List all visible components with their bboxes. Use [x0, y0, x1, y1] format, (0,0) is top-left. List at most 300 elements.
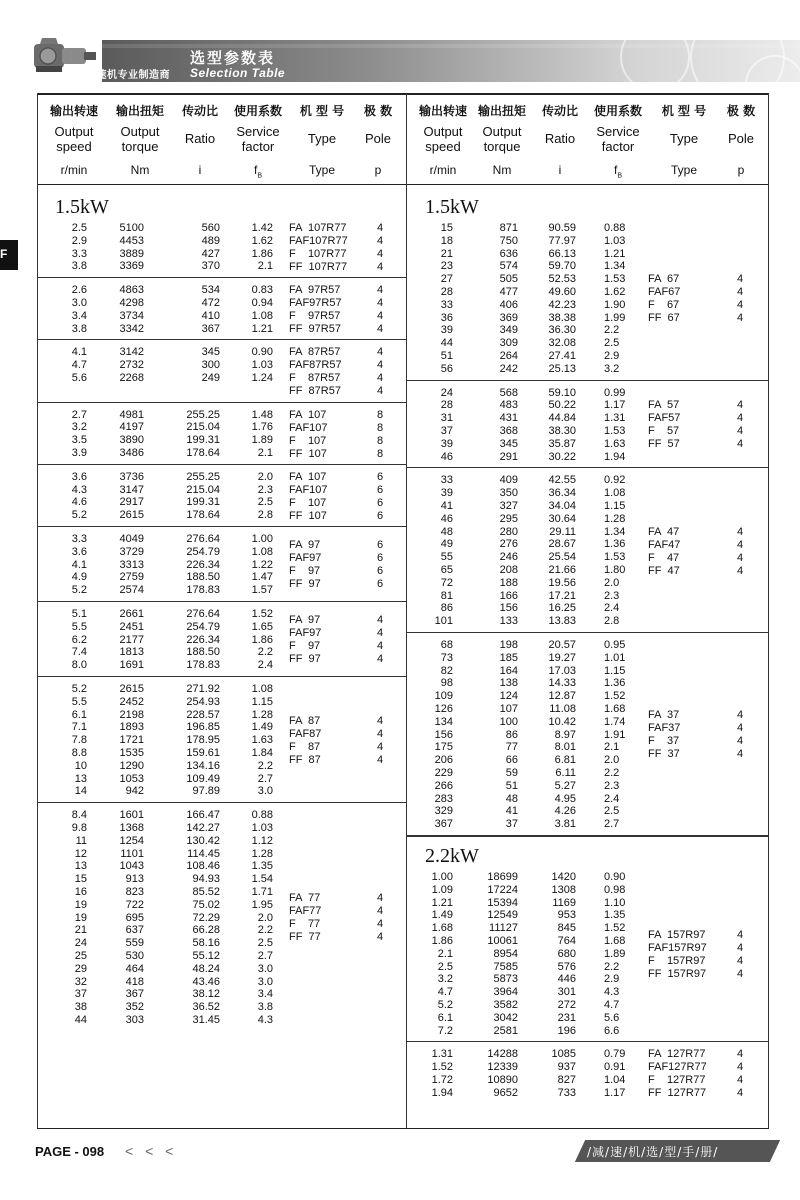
table-cell: 6.2 [71, 633, 87, 646]
table-cell: 178.83 [186, 584, 220, 597]
type-model: FAF107R77 [289, 235, 348, 247]
table-cell: 1.86 [431, 935, 453, 947]
type-pole: 4 [737, 525, 744, 538]
table-cell: 1.80 [604, 564, 626, 576]
table-cell: 7.8 [71, 734, 87, 747]
table-row [0, 577, 800, 590]
type-model: F 107 [289, 496, 327, 509]
table-row [0, 818, 800, 831]
type-line [0, 709, 800, 722]
type-pole: 4 [377, 905, 384, 918]
table-cell: 51 [440, 350, 453, 362]
table-row [0, 451, 800, 464]
type-line [0, 929, 800, 942]
column-unit: Nm [492, 163, 512, 177]
table-cell: 2732 [119, 359, 144, 372]
table-cell: 246 [499, 551, 518, 564]
section-power-title: 2.2kW [425, 845, 479, 867]
type-line [0, 286, 800, 299]
table-cell: 2759 [119, 571, 144, 584]
table-cell: 2.6 [71, 284, 87, 297]
table-cell: 1.48 [251, 408, 273, 421]
table-cell: 2.5 [257, 937, 273, 950]
type-pole: 4 [737, 967, 744, 980]
table-cell: 36 [440, 311, 453, 324]
table-cell: 1.31 [604, 412, 626, 425]
table-cell: 637 [125, 924, 144, 937]
table-cell: 5.2 [71, 683, 87, 695]
table-cell: 534 [201, 284, 220, 297]
table-cell: 0.98 [604, 883, 626, 896]
type-pole: 4 [377, 653, 384, 666]
table-cell: 272 [557, 999, 576, 1011]
table-cell: 30.64 [548, 512, 576, 525]
table-cell: 66.28 [192, 924, 220, 937]
type-pole: 4 [377, 346, 384, 359]
table-cell: 33 [440, 474, 453, 487]
table-cell: 291 [499, 450, 518, 463]
type-model: FAF157R97 [648, 941, 707, 954]
table-cell: 55.12 [192, 950, 220, 962]
table-cell: 276.64 [186, 533, 220, 545]
type-pole: 4 [377, 372, 384, 385]
table-row [0, 602, 800, 615]
table-cell: 3.4 [71, 309, 87, 322]
table-cell: 1.62 [251, 234, 273, 247]
table-cell: 4981 [119, 408, 144, 421]
table-cell: 254.79 [186, 545, 220, 558]
table-cell: 1.84 [251, 747, 273, 759]
table-row [0, 513, 800, 526]
table-cell: 1.35 [604, 909, 626, 922]
table-cell: 1.53 [604, 425, 626, 437]
table-cell: 14288 [487, 1048, 518, 1061]
table-cell: 33 [440, 298, 453, 311]
table-cell: 215.04 [186, 483, 220, 496]
table-cell: 352 [125, 1001, 144, 1014]
table-cell: 1601 [119, 809, 144, 822]
type-pole: 4 [737, 312, 744, 325]
table-cell: 1.28 [604, 512, 626, 525]
table-cell: 1.68 [604, 935, 626, 947]
table-cell: 8.4 [71, 809, 87, 822]
type-line [0, 273, 800, 286]
type-model: F 107 [289, 434, 327, 447]
table-cell: 1.36 [604, 538, 626, 551]
table-cell: 31 [440, 412, 453, 425]
type-pole: 4 [737, 538, 744, 551]
type-model: FF 127R77 [648, 1087, 707, 1100]
table-cell: 2.5 [604, 337, 620, 350]
type-model: FF 157R97 [648, 967, 707, 980]
table-cell: 19.27 [548, 651, 576, 664]
table-cell: 1.22 [251, 558, 273, 571]
column-header-english: Pole [364, 131, 392, 146]
table-cell: 3582 [493, 999, 518, 1011]
table-cell: 0.83 [251, 284, 273, 297]
table-cell: 46 [440, 512, 453, 525]
table-cell: 576 [557, 960, 576, 973]
table-cell: 2.3 [604, 589, 620, 602]
table-row [0, 615, 800, 628]
table-cell: 17.21 [548, 589, 576, 602]
table-cell: 4.1 [71, 346, 87, 359]
table-cell: 1.62 [604, 286, 626, 298]
table-cell: 4049 [119, 533, 144, 545]
table-row [0, 767, 800, 780]
table-cell: 31.45 [192, 1014, 220, 1026]
column-unit: $f_B$ [613, 163, 622, 180]
table-cell: 5.2 [437, 999, 453, 1011]
type-line [0, 412, 800, 425]
table-cell: 327 [499, 500, 518, 512]
table-cell: 48.24 [192, 962, 220, 975]
type-pole: 6 [377, 470, 384, 483]
type-group [0, 526, 800, 578]
back-arrows: < < < [125, 1143, 178, 1159]
table-cell: 188.50 [186, 571, 220, 584]
side-index-tab-label: F [0, 247, 8, 261]
table-cell: 5.2 [71, 584, 87, 597]
type-model: F 87R57 [289, 372, 341, 385]
table-cell: 4.26 [554, 805, 576, 818]
table-row [0, 986, 800, 999]
table-cell: 55 [440, 551, 453, 564]
type-model: FAF97R57 [289, 297, 342, 310]
type-line [0, 1087, 800, 1100]
table-cell: 82 [440, 664, 453, 677]
table-cell: 130.42 [186, 834, 220, 847]
table-cell: 249 [201, 372, 220, 384]
table-cell: 3147 [119, 483, 144, 496]
table-cell: 7.2 [437, 1024, 453, 1037]
type-model: FA 67 [648, 273, 680, 286]
column-unit: r/min [60, 163, 88, 177]
type-pole: 4 [737, 941, 744, 954]
type-pole: 4 [377, 385, 384, 398]
type-pole: 4 [737, 928, 744, 941]
table-cell: 3.3 [71, 533, 87, 545]
table-cell: 38 [74, 1001, 87, 1014]
table-cell: 2268 [119, 372, 144, 384]
table-cell: 75.02 [192, 898, 220, 911]
table-cell: 953 [557, 909, 576, 922]
table-cell: 2.0 [257, 911, 273, 924]
column-unit: p [374, 163, 382, 177]
column-header-english: Output torque [482, 124, 522, 154]
table-cell: 2452 [119, 695, 144, 708]
table-cell: 9652 [493, 1086, 518, 1099]
type-model: FAF37 [648, 722, 681, 735]
type-model: FAF127R77 [648, 1061, 707, 1074]
table-cell: 44 [74, 1014, 87, 1026]
type-pole: 4 [737, 709, 744, 722]
table-row [0, 665, 800, 678]
table-cell: 2.0 [257, 470, 273, 483]
table-cell: 56 [440, 362, 453, 375]
column-unit: r/min [429, 163, 457, 177]
column-header-english: Output torque [120, 124, 160, 154]
table-cell: 1.89 [251, 434, 273, 447]
table-cell: 764 [557, 935, 576, 947]
table-cell: 1893 [119, 721, 144, 734]
table-cell: 2.9 [604, 350, 620, 362]
table-cell: 39 [440, 324, 453, 337]
type-pole: 4 [737, 1061, 744, 1074]
table-cell: 9.8 [71, 822, 87, 834]
table-cell: 2.2 [604, 767, 620, 779]
type-model: FA 87R57 [289, 346, 341, 359]
table-cell: 32 [74, 975, 87, 988]
table-cell: 5.5 [71, 620, 87, 633]
table-row [0, 387, 800, 400]
table-cell: 368 [499, 425, 518, 437]
table-cell: 48 [440, 525, 453, 538]
table-cell: 301 [557, 986, 576, 999]
table-cell: 36.52 [192, 1001, 220, 1014]
table-cell: 166 [499, 589, 518, 602]
type-model: F 47 [648, 551, 680, 564]
table-cell: 489 [201, 234, 220, 247]
table-cell: 178.64 [186, 447, 220, 459]
type-line [0, 748, 800, 761]
table-cell: 77.97 [548, 234, 576, 247]
table-cell: 5.5 [71, 695, 87, 708]
type-pole: 4 [377, 359, 384, 372]
table-cell: 206 [434, 754, 453, 767]
table-cell: 367 [125, 988, 144, 1001]
table-cell: 3.9 [71, 447, 87, 459]
table-cell: 5.2 [71, 509, 87, 522]
type-model: FA 127R77 [648, 1048, 706, 1061]
table-cell: 27 [440, 273, 453, 286]
table-cell: 17.03 [548, 664, 576, 677]
table-cell: 3.2 [437, 973, 453, 986]
column-header-chinese: 输出扭矩 [115, 104, 164, 118]
table-cell: 0.95 [604, 639, 626, 651]
table-cell: 1043 [119, 860, 144, 873]
type-pole: 8 [377, 408, 384, 421]
table-cell: 1.86 [251, 633, 273, 646]
table-cell: 10 [74, 759, 87, 772]
table-cell: 10.42 [548, 715, 576, 728]
page-header [0, 0, 800, 90]
type-pole: 8 [377, 434, 384, 447]
table-row [0, 639, 800, 652]
type-pole: 4 [377, 918, 384, 931]
type-model: F 77 [289, 918, 321, 931]
table-row [0, 871, 800, 884]
table-cell: 2.2 [257, 759, 273, 772]
table-cell: 2451 [119, 620, 144, 633]
table-cell: 1.57 [251, 584, 273, 597]
table-cell: 25.13 [548, 362, 576, 375]
table-cell: 242 [499, 362, 518, 375]
type-line [0, 1061, 800, 1074]
table-cell: 2661 [119, 608, 144, 620]
type-pole: 4 [737, 299, 744, 312]
table-row [0, 897, 800, 910]
table-cell: 16.25 [548, 602, 576, 615]
table-cell: 431 [499, 412, 518, 425]
type-model: FA 37 [648, 709, 680, 722]
table-cell: 1.03 [251, 359, 273, 372]
table-cell: 4.95 [554, 792, 576, 805]
type-pole: 6 [377, 539, 384, 552]
table-cell: 636 [499, 247, 518, 260]
table-cell: 28.67 [548, 538, 576, 551]
table-cell: 4.9 [71, 571, 87, 584]
type-pole: 4 [377, 614, 384, 627]
type-line [0, 722, 800, 735]
table-cell: 505 [499, 273, 518, 286]
table-cell: 226.34 [186, 558, 220, 571]
table-cell: 1101 [120, 847, 144, 860]
table-cell: 12549 [487, 909, 518, 922]
table-cell: 108.46 [186, 860, 220, 873]
table-cell: 1.08 [604, 487, 626, 500]
table-cell: 1.17 [604, 399, 626, 412]
table-cell: 568 [499, 386, 518, 399]
type-line [0, 399, 800, 412]
column-unit: $f_B$ [253, 163, 262, 180]
table-cell: 477 [499, 286, 518, 298]
type-line [0, 1074, 800, 1087]
table-cell: 36.30 [548, 324, 576, 337]
type-model: FF 97 [289, 653, 321, 666]
table-cell: 215.04 [186, 421, 220, 434]
table-cell: 1.52 [604, 922, 626, 935]
table-cell: 107 [499, 703, 518, 715]
table-cell: 2615 [119, 509, 144, 522]
table-cell: 295 [499, 512, 518, 525]
table-cell: 8954 [493, 947, 518, 960]
type-pole: 4 [377, 310, 384, 323]
table-cell: 49 [440, 538, 453, 551]
table-cell: 5.6 [604, 1011, 620, 1024]
table-cell: 30.22 [548, 450, 576, 463]
page-number: PAGE - 098 [35, 1144, 105, 1159]
table-cell: 39 [440, 487, 453, 500]
table-cell: 871 [499, 222, 518, 234]
table-cell: 1.68 [431, 922, 453, 935]
table-row [0, 248, 800, 261]
group-separator [406, 380, 768, 381]
table-cell: 264 [499, 350, 518, 362]
table-row [0, 590, 800, 603]
table-cell: 21 [440, 247, 453, 260]
table-cell: 1.09 [431, 883, 453, 896]
table-cell: 3.0 [257, 962, 273, 975]
table-cell: 5873 [493, 973, 518, 986]
table-cell: 483 [499, 399, 518, 412]
column-unit: Type [670, 163, 697, 177]
table-cell: 3.3 [71, 247, 87, 260]
table-cell: 2.7 [257, 772, 273, 785]
type-model: FF 67 [648, 312, 680, 325]
table-cell: 446 [557, 973, 576, 986]
table-row [0, 780, 800, 793]
table-row [0, 1025, 800, 1038]
table-cell: 1.71 [251, 886, 273, 898]
table-cell: 18699 [487, 871, 518, 883]
table-cell: 329 [434, 805, 453, 818]
table-cell: 1813 [119, 646, 144, 659]
type-pole: 4 [737, 1074, 744, 1087]
type-pole: 6 [377, 552, 384, 565]
table-cell: 2.9 [604, 973, 620, 986]
table-cell: 0.90 [251, 346, 273, 359]
table-cell: 823 [125, 886, 144, 898]
type-pole: 4 [737, 722, 744, 735]
table-cell: 2177 [119, 633, 144, 646]
table-cell: 72 [440, 576, 453, 589]
table-cell: 114.45 [187, 847, 220, 860]
type-model: FAF57 [648, 412, 681, 425]
type-pole: 4 [737, 1087, 744, 1100]
table-cell: 5.1 [71, 608, 87, 620]
table-cell: 8.0 [71, 659, 87, 672]
table-cell: 199.31 [186, 434, 220, 447]
table-cell: 1.35 [251, 860, 273, 873]
table-cell: 254.93 [186, 695, 220, 708]
table-row [0, 337, 800, 350]
table-cell: 1.63 [251, 734, 273, 747]
type-line [0, 309, 800, 325]
table-row [0, 690, 800, 703]
column-unit: Type [308, 163, 335, 177]
table-cell: 2.0 [604, 754, 620, 767]
column-header-chinese: 使用系数 [593, 104, 642, 118]
table-cell: 0.99 [604, 386, 626, 399]
table-cell: 1.54 [251, 873, 273, 886]
table-cell: 1368 [119, 822, 144, 834]
type-pole: 6 [377, 483, 384, 496]
table-cell: 48 [505, 792, 518, 805]
type-model: FF 47 [648, 564, 680, 577]
table-cell: 3729 [119, 545, 144, 558]
table-cell: 27.41 [548, 350, 576, 362]
table-cell: 34.04 [548, 500, 576, 512]
type-pole: 4 [377, 248, 384, 260]
table-cell: 2917 [119, 496, 144, 509]
type-pole: 6 [377, 509, 384, 522]
table-row [0, 363, 800, 376]
table-cell: 32.08 [548, 337, 576, 350]
type-model: FAF77 [289, 905, 322, 918]
table-cell: 1254 [119, 834, 144, 847]
table-cell: 1.08 [251, 683, 273, 695]
table-cell: 283 [434, 792, 453, 805]
type-model: FA 157R97 [648, 928, 706, 941]
type-pole: 4 [737, 1048, 744, 1061]
table-cell: 2.7 [257, 950, 273, 962]
table-cell: 1.34 [604, 260, 626, 273]
table-cell: 7.4 [71, 646, 87, 659]
table-cell: 2.5 [257, 496, 273, 509]
table-cell: 827 [557, 1074, 576, 1086]
table-cell: 3.0 [71, 297, 87, 309]
table-cell: 5.27 [554, 779, 576, 792]
table-cell: 937 [557, 1061, 576, 1074]
type-model: F 87 [289, 741, 321, 753]
table-cell: 1.53 [604, 551, 626, 564]
table-cell: 1.01 [604, 651, 626, 664]
table-cell: 6.1 [437, 1011, 453, 1024]
table-cell: 8.01 [554, 741, 576, 754]
table-cell: 6.1 [71, 708, 87, 721]
type-pole: 4 [377, 741, 384, 753]
